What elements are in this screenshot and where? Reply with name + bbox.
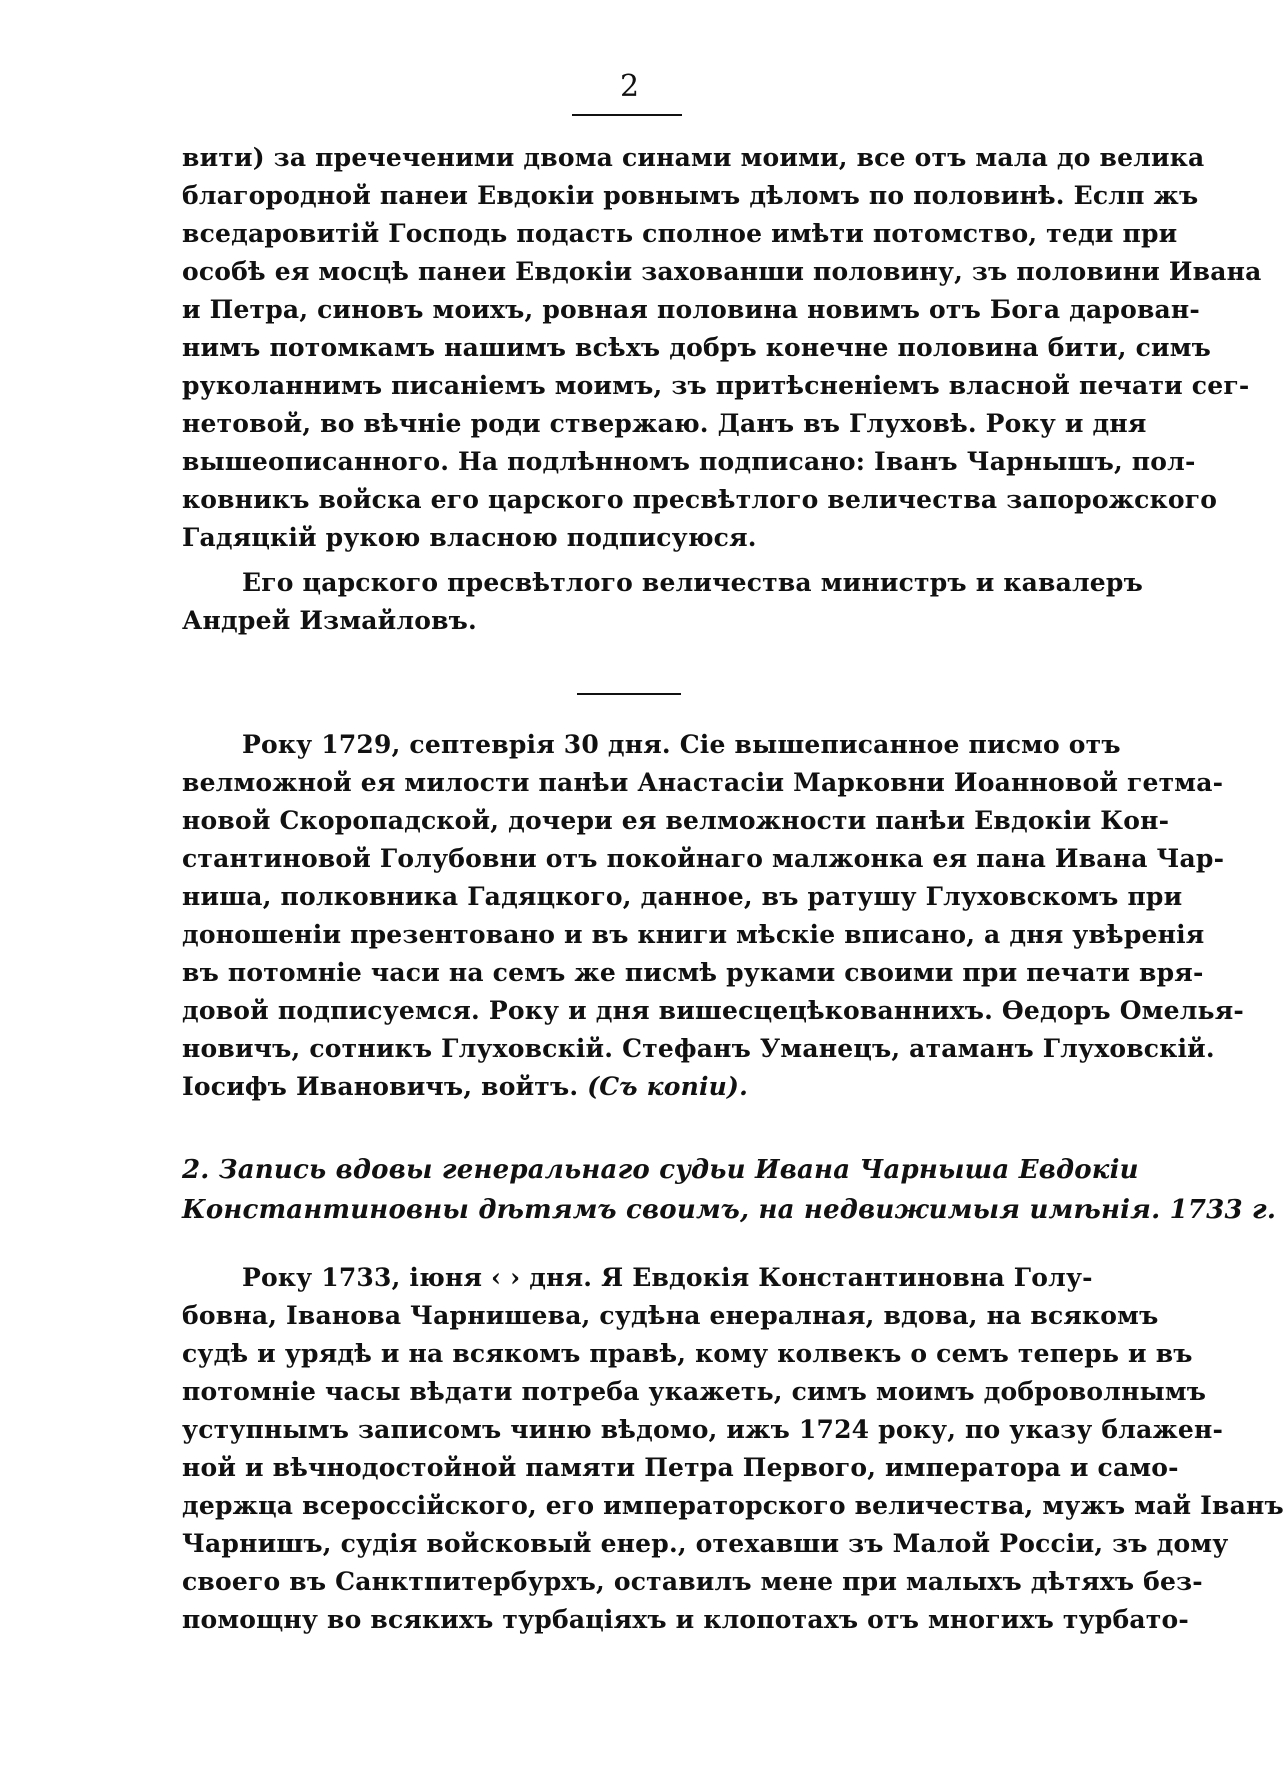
text-line: вышеописанного. На подлѣнномъ подписано: Іванъ Чарнышъ, пол- [182, 447, 1196, 476]
text-line: Его царского пресвѣтлого величества министръ и кавалеръ [242, 568, 1143, 597]
text-line: держца всероссійского, его императорского величества, мужъ май Іванъ [182, 1491, 1284, 1520]
page-number: 2 [619, 69, 640, 104]
text-line: велможной ея милости панѣи Анастасіи Марковни Иоанновой гетма- [182, 768, 1224, 797]
text-line: въ потомніе часи на семъ же писмѣ руками своими при печати вря- [182, 958, 1204, 987]
document-paragraph-2 [182, 1259, 1284, 1639]
text-line: и Петра, синовъ моихъ, ровная половина новимъ отъ Бога дарован- [182, 295, 1200, 324]
section-divider [577, 693, 681, 695]
text-line: стантиновой Голубовни отъ покойнаго малжонка ея пана Ивана Чар- [182, 844, 1225, 873]
text-line: Чарнишъ, судія войсковый енер., отехавши зъ Малой Россіи, зъ дому [182, 1529, 1229, 1558]
text-line: вити) за пречеченими двома синами моими, все отъ мала до велика [182, 143, 1205, 172]
text-line: Року 1733, іюня ‹ › дня. Я Евдокія Константиновна Голу- [242, 1263, 1093, 1292]
text-line: вседаровитій Господь подасть сполное имѣти потомство, теди при [182, 219, 1178, 248]
text-line: нимъ потомкамъ нашимъ всѣхъ добръ конечне половина бити, симъ [182, 333, 1212, 362]
text-line: ниша, полковника Гадяцкого, данное, въ ратушу Глуховскомъ при [182, 882, 1183, 911]
signature-paragraph [182, 564, 1143, 640]
heading-line: Константиновны дѣтямъ своимъ, на недвижимыя имѣнія. 1733 г. [182, 1195, 1277, 1225]
text-line: благородной панеи Евдокіи ровнымъ дѣломъ по половинѣ. Еслп жъ [182, 181, 1199, 210]
source-note: (Съ копіи). [587, 1072, 748, 1101]
registration-note [182, 726, 1244, 1106]
text-line [182, 1068, 1072, 1106]
text-line: ной и вѣчнодостойной памяти Петра Первого, императора и само- [182, 1453, 1179, 1482]
text-line: Андрей Измайловъ. [182, 606, 477, 635]
text-line: особѣ ея мосцѣ панеи Евдокіи захованши половину, зъ половини Ивана [182, 257, 1262, 286]
text-line: бовна, Іванова Чарнишева, судѣна енералная, вдова, на всякомъ [182, 1301, 1159, 1330]
section-heading [182, 1150, 1277, 1230]
text-line: потомніе часы вѣдати потреба укажеть, симъ моимъ доброволнымъ [182, 1377, 1207, 1406]
text-line: новой Скоропадской, дочери ея велможности панѣи Евдокіи Кон- [182, 806, 1170, 835]
text-line: помощну во всякихъ турбаціяхъ и клопотахъ отъ многихъ турбато- [182, 1605, 1189, 1634]
text-line: ковникъ войска его царского пресвѣтлого величества запорожского [182, 485, 1218, 514]
text-line: Року 1729, септеврія 30 дня. Сіе вышеписанное писмо отъ [242, 730, 1121, 759]
text-line: новичъ, сотникъ Глуховскій. Стефанъ Уманецъ, атаманъ Глуховскій. [182, 1034, 1215, 1063]
header-rule [572, 114, 682, 116]
text-line: довой подписуемся. Року и дня вишесцецѣкованнихъ. Ѳедоръ Омелья- [182, 996, 1244, 1025]
document-paragraph-1 [182, 139, 1262, 557]
text-line: доношеніи презентовано и въ книги мѣскіе вписано, а дня увѣренія [182, 920, 1205, 949]
heading-line: 2. Запись вдовы генеральнаго судьи Ивана Чарныша Евдокіи [182, 1155, 1139, 1185]
text-line: руколаннимъ писаніемъ моимъ, зъ притѣсненіемъ власной печати сег- [182, 371, 1250, 400]
text-line-body: Іосифъ Ивановичъ, войтъ. [182, 1072, 579, 1101]
text-line: судѣ и урядѣ и на всякомъ правѣ, кому колвекъ о семъ теперь и въ [182, 1339, 1193, 1368]
text-line: Гадяцкій рукою власною подписуюся. [182, 523, 757, 552]
text-line: уступнымъ записомъ чиню вѣдомо, ижъ 1724 року, по указу блажен- [182, 1415, 1224, 1444]
text-line: нетовой, во вѣчніе роди ствержаю. Данъ въ Глуховѣ. Року и дня [182, 409, 1147, 438]
text-line: своего въ Санктпитербурхъ, оставилъ мене при малыхъ дѣтяхъ без- [182, 1567, 1203, 1596]
